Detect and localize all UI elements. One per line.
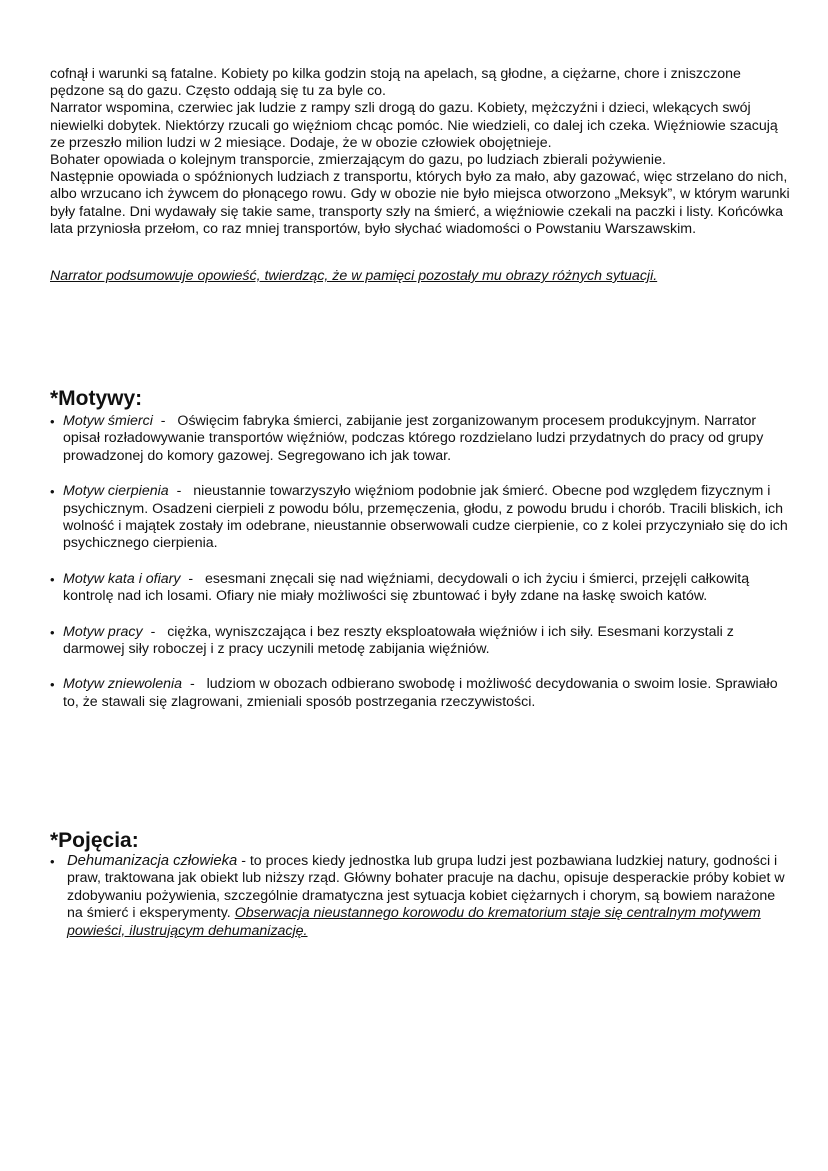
motive-item: • Motyw śmierci - Oświęcim fabryka śmierci, zabijanie jest zorganizowanym procesem produkcyjnym. Narrator opisał rozładowywanie transportów więźniów, podczas którego rozdzielano ludzi przydatnych do pracy od grupy prowadzonej do komory gazowej. Segregowano ich jak towar. xyxy=(50,413,764,464)
motive-item: • Motyw kata i ofiary - esesmani znęcali się nad więźniami, decydowali o ich życiu i śmierci, przejęli całkowitą kontrolę nad ich losami. Ofiary nie miały możliwości się zbuntować i były zdane na łaskę swoich katów. xyxy=(50,570,750,605)
bullet-icon: • xyxy=(50,854,55,869)
motive-text: esesmani znęcali się nad więźniami, decydowali o ich życiu i śmierci, przejęli całkowitą kontrolę nad ich losami. Ofiary nie miały możliwości się zbuntować i były zdane na łaskę swoich katów. xyxy=(63,570,750,605)
motive-text: Oświęcim fabryka śmierci, zabijanie jest zorganizowanym procesem produkcyjnym. Narrator opisał rozładowywanie transportów więźniów, podczas którego rozdzielano ludzi przydatnych do pracy od grupy prowadzonej do komory gazowej. Segregowano ich jak towar. xyxy=(63,413,764,464)
bullet-icon: • xyxy=(50,414,55,429)
concept-item xyxy=(50,853,790,940)
concept-term: Dehumanizacja człowieka xyxy=(67,853,238,869)
motive-term: Motyw cierpienia xyxy=(63,483,169,500)
bullet-icon: • xyxy=(50,484,55,500)
intro-paragraph: Następnie opowiada o spóźnionych ludziach z transportu, których było za mało, aby gazować, więc strzelano do nich, albo wrzucano ich żywcem do płonącego rowu. Gdy w obozie nie było miejsca otworzono „Meksyk”, w którym warunki były fatalne. Dni wydawały się takie same, transporty szły na śmierć, a więźniowie czekali na paczki i listy. Końcówka lata przyniosła przełom, co raz mniej transportów, było słychać wiadomości o Powstaniu Warszawskim. xyxy=(50,169,790,237)
concept-text: - to proces kiedy jednostka lub grupa ludzi jest pozbawiana ludzkiej natury, godności i praw, traktowana jak obiekt lub niższy rząd. Główny bohater pracuje na dachu, opisuje desperackie próby kobiet w zdobywaniu pożywienia, szczególnie dramatyczna jest sytuacja kobiet ciężarnych i chorym, są bowiem narażone na śmierć i eksperymenty. xyxy=(67,853,785,922)
motive-term: Motyw kata i ofiary xyxy=(63,570,181,587)
concepts-heading: *Pojęcia: xyxy=(50,829,139,852)
concepts-list xyxy=(50,853,790,958)
motives-list xyxy=(50,413,790,729)
motive-text: ciężka, wyniszczająca i bez reszty eksploatowała więźniów i ich siły. Esesmani korzystali z darmowej siły roboczej i z pracy uczynili metodę zabijania więźniów. xyxy=(63,623,734,658)
summary-line: Narrator podsumowuje opowieść, twierdząc, że w pamięci pozostały mu obrazy różnych sytuacji. xyxy=(50,268,658,284)
bullet-icon: • xyxy=(50,677,55,693)
motives-heading: *Motywy: xyxy=(50,387,143,410)
motive-term: Motyw pracy xyxy=(63,623,143,640)
intro-paragraph: Bohater opowiada o kolejnym transporcie, zmierzającym do gazu, po ludziach zbierali pożywienie. xyxy=(50,152,666,169)
motive-text: ludziom w obozach odbierano swobodę i możliwość decydowania o swoim losie. Sprawiało to, że stawali się zlagrowani, zmieniali sposób postrzegania rzeczywistości. xyxy=(63,676,778,710)
motive-item: • Motyw zniewolenia - ludziom w obozach odbierano swobodę i możliwość decydowania o swoim losie. Sprawiało to, że stawali się zlagrowani, zmieniali sposób postrzegania rzeczywistości. xyxy=(50,676,778,710)
motive-text: nieustannie towarzyszyło więźniom podobnie jak śmierć. Obecne pod względem fizycznym i psychicznym. Osadzeni cierpieli z powodu bólu, przemęczenia, głodu, z powodu brudu i chorób. Tracili bliskich, ich wolność i majątek zostały im odebrane, nieustannie obserwowali cudze cierpienie, co z kolei przyczyniało się do ich psychicznego cierpienia. xyxy=(63,483,788,552)
motive-item: • Motyw pracy - ciężka, wyniszczająca i bez reszty eksploatowała więźniów i ich siły. Esesmani korzystali z darmowej siły roboczej i z pracy uczynili metodę zabijania więźniów. xyxy=(50,623,734,658)
concept-emphasis: Obserwacja nieustannego korowodu do krematorium staje się centralnym motywem powieści, ilustrującym dehumanizację. xyxy=(67,905,761,939)
intro-paragraph: Narrator wspomina, czerwiec jak ludzie z rampy szli drogą do gazu. Kobiety, mężczyźni i dzieci, wlekących swój niewielki dobytek. Niektórzy rzucali go więźniom chcąc pomóc. Nie wiedzieli, co dalej ich czeka. Więźniowie szacują ze przeszło milion ludzi w 2 miesiące. Dodaje, że w obozie człowiek obojętnieje. xyxy=(50,100,778,151)
bullet-icon: • xyxy=(50,571,55,587)
intro-paragraph: cofnął i warunki są fatalne. Kobiety po kilka godzin stoją na apelach, są głodne, a ciężarne, chore i zniszczone pędzone są do gazu. Często oddają się tu za byle co. xyxy=(50,66,741,100)
motive-item: • Motyw cierpienia - nieustannie towarzyszyło więźniom podobnie jak śmierć. Obecne pod względem fizycznym i psychicznym. Osadzeni cierpieli z powodu bólu, przemęczenia, głodu, z powodu brudu i chorób. Tracili bliskich, ich wolność i majątek zostały im odebrane, nieustannie obserwowali cudze cierpienie, co z kolei przyczyniało się do ich psychicznego cierpienia. xyxy=(50,483,788,552)
motive-term: Motyw śmierci xyxy=(63,413,153,429)
intro-text xyxy=(50,66,790,238)
bullet-icon: • xyxy=(50,624,55,640)
motive-term: Motyw zniewolenia xyxy=(63,676,183,693)
